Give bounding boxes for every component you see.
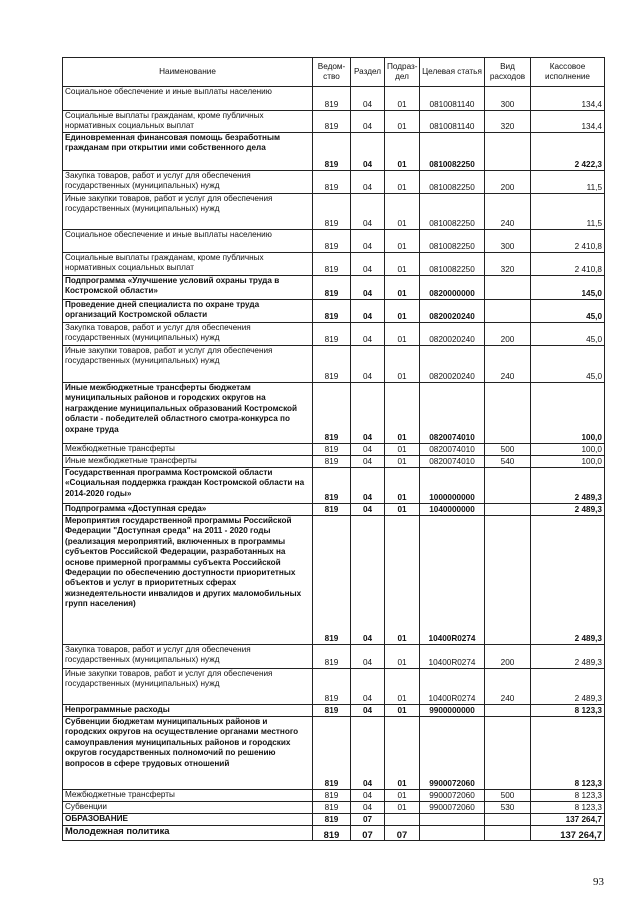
row-department: 819	[313, 645, 351, 669]
row-target-item: 9900072060	[420, 717, 485, 790]
row-section: 04	[351, 87, 385, 111]
row-section: 04	[351, 171, 385, 194]
row-section: 04	[351, 383, 385, 444]
table-row	[63, 194, 605, 230]
row-name: Проведение дней специалиста по охране труда организаций Костромской области	[63, 300, 313, 323]
row-subsection: 01	[385, 516, 420, 645]
row-expense-type: 300	[485, 230, 531, 253]
row-name: Закупка товаров, работ и услуг для обеспечения государственных (муниципальных) нужд	[63, 645, 313, 669]
row-expense-type	[485, 516, 531, 645]
row-subsection: 01	[385, 230, 420, 253]
row-amount: 8 123,3	[531, 705, 605, 717]
row-target-item: 0820000000	[420, 276, 485, 300]
row-subsection: 01	[385, 111, 420, 133]
row-expense-type	[485, 717, 531, 790]
row-target-item: 0810082250	[420, 194, 485, 230]
row-amount: 45,0	[531, 300, 605, 323]
row-subsection: 01	[385, 456, 420, 468]
row-section: 04	[351, 194, 385, 230]
row-section: 04	[351, 133, 385, 171]
row-department: 819	[313, 444, 351, 456]
row-department: 819	[313, 87, 351, 111]
table-body	[63, 87, 605, 841]
row-target-item: 0810081140	[420, 87, 485, 111]
row-target-item: 0820020240	[420, 346, 485, 383]
row-subsection: 01	[385, 133, 420, 171]
row-department: 819	[313, 705, 351, 717]
row-subsection: 01	[385, 87, 420, 111]
table-row	[63, 456, 605, 468]
row-subsection: 01	[385, 504, 420, 516]
row-department: 819	[313, 111, 351, 133]
table-row	[63, 346, 605, 383]
row-target-item: 0820020240	[420, 323, 485, 346]
row-target-item: 0810082250	[420, 253, 485, 276]
row-target-item: 9900072060	[420, 790, 485, 802]
row-name: Иные межбюджетные трансферты	[63, 456, 313, 468]
budget-table	[62, 57, 605, 841]
row-subsection: 01	[385, 669, 420, 705]
row-section: 04	[351, 346, 385, 383]
row-expense-type: 500	[485, 444, 531, 456]
row-name: Закупка товаров, работ и услуг для обеспечения государственных (муниципальных) нужд	[63, 323, 313, 346]
row-section: 04	[351, 705, 385, 717]
row-expense-type	[485, 504, 531, 516]
row-target-item: 9900072060	[420, 802, 485, 814]
row-department: 819	[313, 346, 351, 383]
row-target-item: 9900000000	[420, 705, 485, 717]
row-name: Межбюджетные трансферты	[63, 790, 313, 802]
row-subsection: 01	[385, 300, 420, 323]
row-subsection: 01	[385, 383, 420, 444]
row-subsection: 01	[385, 717, 420, 790]
row-section: 04	[351, 323, 385, 346]
row-section: 04	[351, 253, 385, 276]
row-name: Мероприятия государственной программы Российской Федерации "Доступная среда" на 2011 - 2020 годы (реализация мероприятий, включенных в программы субъектов Российской Федерации, разработанных на основе примерной программы субъекта Российской Федерации по обеспечению доступности приоритетных объектов и услуг в приоритетных сферах жизнедеятельности инвалидов и других маломобильных групп населения)	[63, 516, 313, 645]
row-section: 04	[351, 802, 385, 814]
row-name: Социальные выплаты гражданам, кроме публичных нормативных социальных выплат	[63, 111, 313, 133]
row-name: Иные межбюджетные трансферты бюджетам муниципальных районов и городских округов на награждение муниципальных образований Костромской области - победителей областного смотра-конкурса по охране труда	[63, 383, 313, 444]
row-section: 04	[351, 516, 385, 645]
row-amount: 2 489,3	[531, 504, 605, 516]
row-expense-type	[485, 468, 531, 504]
table-row	[63, 814, 605, 826]
row-section: 04	[351, 230, 385, 253]
header-target-item: Целевая статья	[420, 58, 485, 87]
row-name: ОБРАЗОВАНИЕ	[63, 814, 313, 826]
table-row	[63, 300, 605, 323]
row-section: 04	[351, 276, 385, 300]
row-subsection: 01	[385, 645, 420, 669]
row-target-item: 10400R0274	[420, 669, 485, 705]
row-name: Закупка товаров, работ и услуг для обеспечения государственных (муниципальных) нужд	[63, 171, 313, 194]
table-row	[63, 468, 605, 504]
row-amount: 8 123,3	[531, 802, 605, 814]
row-amount: 2 422,3	[531, 133, 605, 171]
row-expense-type: 200	[485, 171, 531, 194]
row-amount: 100,0	[531, 383, 605, 444]
row-amount: 8 123,3	[531, 717, 605, 790]
row-target-item: 10400R0274	[420, 516, 485, 645]
table-row	[63, 717, 605, 790]
row-name: Иные закупки товаров, работ и услуг для обеспечения государственных (муниципальных) нужд	[63, 669, 313, 705]
row-target-item	[420, 826, 485, 841]
row-expense-type: 300	[485, 87, 531, 111]
row-subsection: 01	[385, 468, 420, 504]
row-expense-type	[485, 300, 531, 323]
row-department: 819	[313, 516, 351, 645]
row-department: 819	[313, 133, 351, 171]
row-subsection: 01	[385, 323, 420, 346]
row-target-item: 1000000000	[420, 468, 485, 504]
row-department: 819	[313, 802, 351, 814]
row-department: 819	[313, 814, 351, 826]
row-section: 04	[351, 790, 385, 802]
row-expense-type: 320	[485, 253, 531, 276]
row-section: 04	[351, 504, 385, 516]
row-subsection: 01	[385, 790, 420, 802]
table-row	[63, 790, 605, 802]
row-expense-type: 500	[485, 790, 531, 802]
row-name: Непрограммные расходы	[63, 705, 313, 717]
header-subsection: Подраз-дел	[385, 58, 420, 87]
row-section: 04	[351, 468, 385, 504]
row-target-item: 0810082250	[420, 230, 485, 253]
row-expense-type	[485, 814, 531, 826]
row-amount: 45,0	[531, 346, 605, 383]
row-target-item	[420, 814, 485, 826]
row-expense-type: 240	[485, 669, 531, 705]
table-row	[63, 253, 605, 276]
row-target-item: 1040000000	[420, 504, 485, 516]
row-amount: 134,4	[531, 87, 605, 111]
table-row	[63, 87, 605, 111]
row-section: 04	[351, 300, 385, 323]
row-target-item: 0810082250	[420, 171, 485, 194]
row-expense-type: 200	[485, 645, 531, 669]
row-amount: 8 123,3	[531, 790, 605, 802]
row-amount: 100,0	[531, 444, 605, 456]
row-name: Иные закупки товаров, работ и услуг для обеспечения государственных (муниципальных) нужд	[63, 194, 313, 230]
row-expense-type	[485, 276, 531, 300]
row-name: Подпрограмма «Улучшение условий охраны труда в Костромской области»	[63, 276, 313, 300]
row-name: Подпрограмма «Доступная среда»	[63, 504, 313, 516]
row-name: Иные закупки товаров, работ и услуг для обеспечения государственных (муниципальных) нужд	[63, 346, 313, 383]
row-target-item: 0820074010	[420, 444, 485, 456]
table-row	[63, 705, 605, 717]
table-row	[63, 444, 605, 456]
table-header-row	[63, 58, 605, 87]
row-department: 819	[313, 194, 351, 230]
table-row	[63, 230, 605, 253]
header-name: Наименование	[63, 58, 313, 87]
row-expense-type: 540	[485, 456, 531, 468]
row-expense-type	[485, 705, 531, 717]
row-section: 04	[351, 717, 385, 790]
row-section: 07	[351, 826, 385, 841]
row-department: 819	[313, 456, 351, 468]
row-target-item: 0820020240	[420, 300, 485, 323]
table-row	[63, 133, 605, 171]
row-department: 819	[313, 230, 351, 253]
row-name: Социальное обеспечение и иные выплаты населению	[63, 87, 313, 111]
row-department: 819	[313, 790, 351, 802]
row-amount: 145,0	[531, 276, 605, 300]
row-amount: 45,0	[531, 323, 605, 346]
row-subsection: 01	[385, 194, 420, 230]
page-number: 93	[593, 876, 604, 888]
row-amount: 100,0	[531, 456, 605, 468]
row-amount: 137 264,7	[531, 814, 605, 826]
table-row	[63, 111, 605, 133]
row-department: 819	[313, 300, 351, 323]
row-department: 819	[313, 717, 351, 790]
row-department: 819	[313, 383, 351, 444]
row-section: 04	[351, 456, 385, 468]
row-section: 04	[351, 444, 385, 456]
row-amount: 2 410,8	[531, 253, 605, 276]
row-department: 819	[313, 323, 351, 346]
row-amount: 2 489,3	[531, 468, 605, 504]
row-name: Социальные выплаты гражданам, кроме публичных нормативных социальных выплат	[63, 253, 313, 276]
row-subsection: 01	[385, 705, 420, 717]
row-department: 819	[313, 504, 351, 516]
row-department: 819	[313, 669, 351, 705]
header-cash-execution: Кассовое исполнение	[531, 58, 605, 87]
row-target-item: 0820074010	[420, 456, 485, 468]
row-department: 819	[313, 826, 351, 841]
row-expense-type: 530	[485, 802, 531, 814]
table-row	[63, 383, 605, 444]
row-subsection: 01	[385, 276, 420, 300]
row-target-item: 0820074010	[420, 383, 485, 444]
row-subsection: 01	[385, 444, 420, 456]
row-section: 04	[351, 645, 385, 669]
row-department: 819	[313, 171, 351, 194]
row-amount: 2 489,3	[531, 669, 605, 705]
row-expense-type: 240	[485, 194, 531, 230]
table-row	[63, 645, 605, 669]
row-name: Субвенции	[63, 802, 313, 814]
row-name: Государственная программа Костромской области «Социальная поддержка граждан Костромской области на 2014-2020 годы»	[63, 468, 313, 504]
table-row	[63, 826, 605, 841]
row-subsection: 01	[385, 171, 420, 194]
row-subsection: 07	[385, 826, 420, 841]
header-section: Раздел	[351, 58, 385, 87]
row-section: 07	[351, 814, 385, 826]
row-expense-type	[485, 383, 531, 444]
table-row	[63, 504, 605, 516]
table-row	[63, 802, 605, 814]
row-subsection	[385, 814, 420, 826]
row-name: Молодежная политика	[63, 826, 313, 841]
table-row	[63, 276, 605, 300]
row-name: Социальное обеспечение и иные выплаты населению	[63, 230, 313, 253]
row-subsection: 01	[385, 253, 420, 276]
row-expense-type	[485, 133, 531, 171]
row-amount: 2 489,3	[531, 516, 605, 645]
row-expense-type: 240	[485, 346, 531, 383]
row-amount: 137 264,7	[531, 826, 605, 841]
header-department: Ведом-ство	[313, 58, 351, 87]
row-department: 819	[313, 468, 351, 504]
row-section: 04	[351, 669, 385, 705]
row-target-item: 0810082250	[420, 133, 485, 171]
row-expense-type	[485, 826, 531, 841]
row-amount: 11,5	[531, 171, 605, 194]
header-expense-type: Вид расходов	[485, 58, 531, 87]
row-name: Субвенции бюджетам муниципальных районов и городских округов на осуществление органами местного самоуправления муниципальных районов и городских округов государственных полномочий по решению вопросов в сфере трудовых отношений	[63, 717, 313, 790]
row-subsection: 01	[385, 802, 420, 814]
table-row	[63, 323, 605, 346]
row-target-item: 10400R0274	[420, 645, 485, 669]
table-row	[63, 171, 605, 194]
row-target-item: 0810081140	[420, 111, 485, 133]
row-name: Единовременная финансовая помощь безработным гражданам при открытии ими собственного дела	[63, 133, 313, 171]
row-amount: 11,5	[531, 194, 605, 230]
table-row	[63, 516, 605, 645]
row-name: Межбюджетные трансферты	[63, 444, 313, 456]
table-row	[63, 669, 605, 705]
row-amount: 2 410,8	[531, 230, 605, 253]
row-section: 04	[351, 111, 385, 133]
row-amount: 2 489,3	[531, 645, 605, 669]
row-expense-type: 320	[485, 111, 531, 133]
row-department: 819	[313, 253, 351, 276]
row-expense-type: 200	[485, 323, 531, 346]
row-department: 819	[313, 276, 351, 300]
row-amount: 134,4	[531, 111, 605, 133]
row-subsection: 01	[385, 346, 420, 383]
